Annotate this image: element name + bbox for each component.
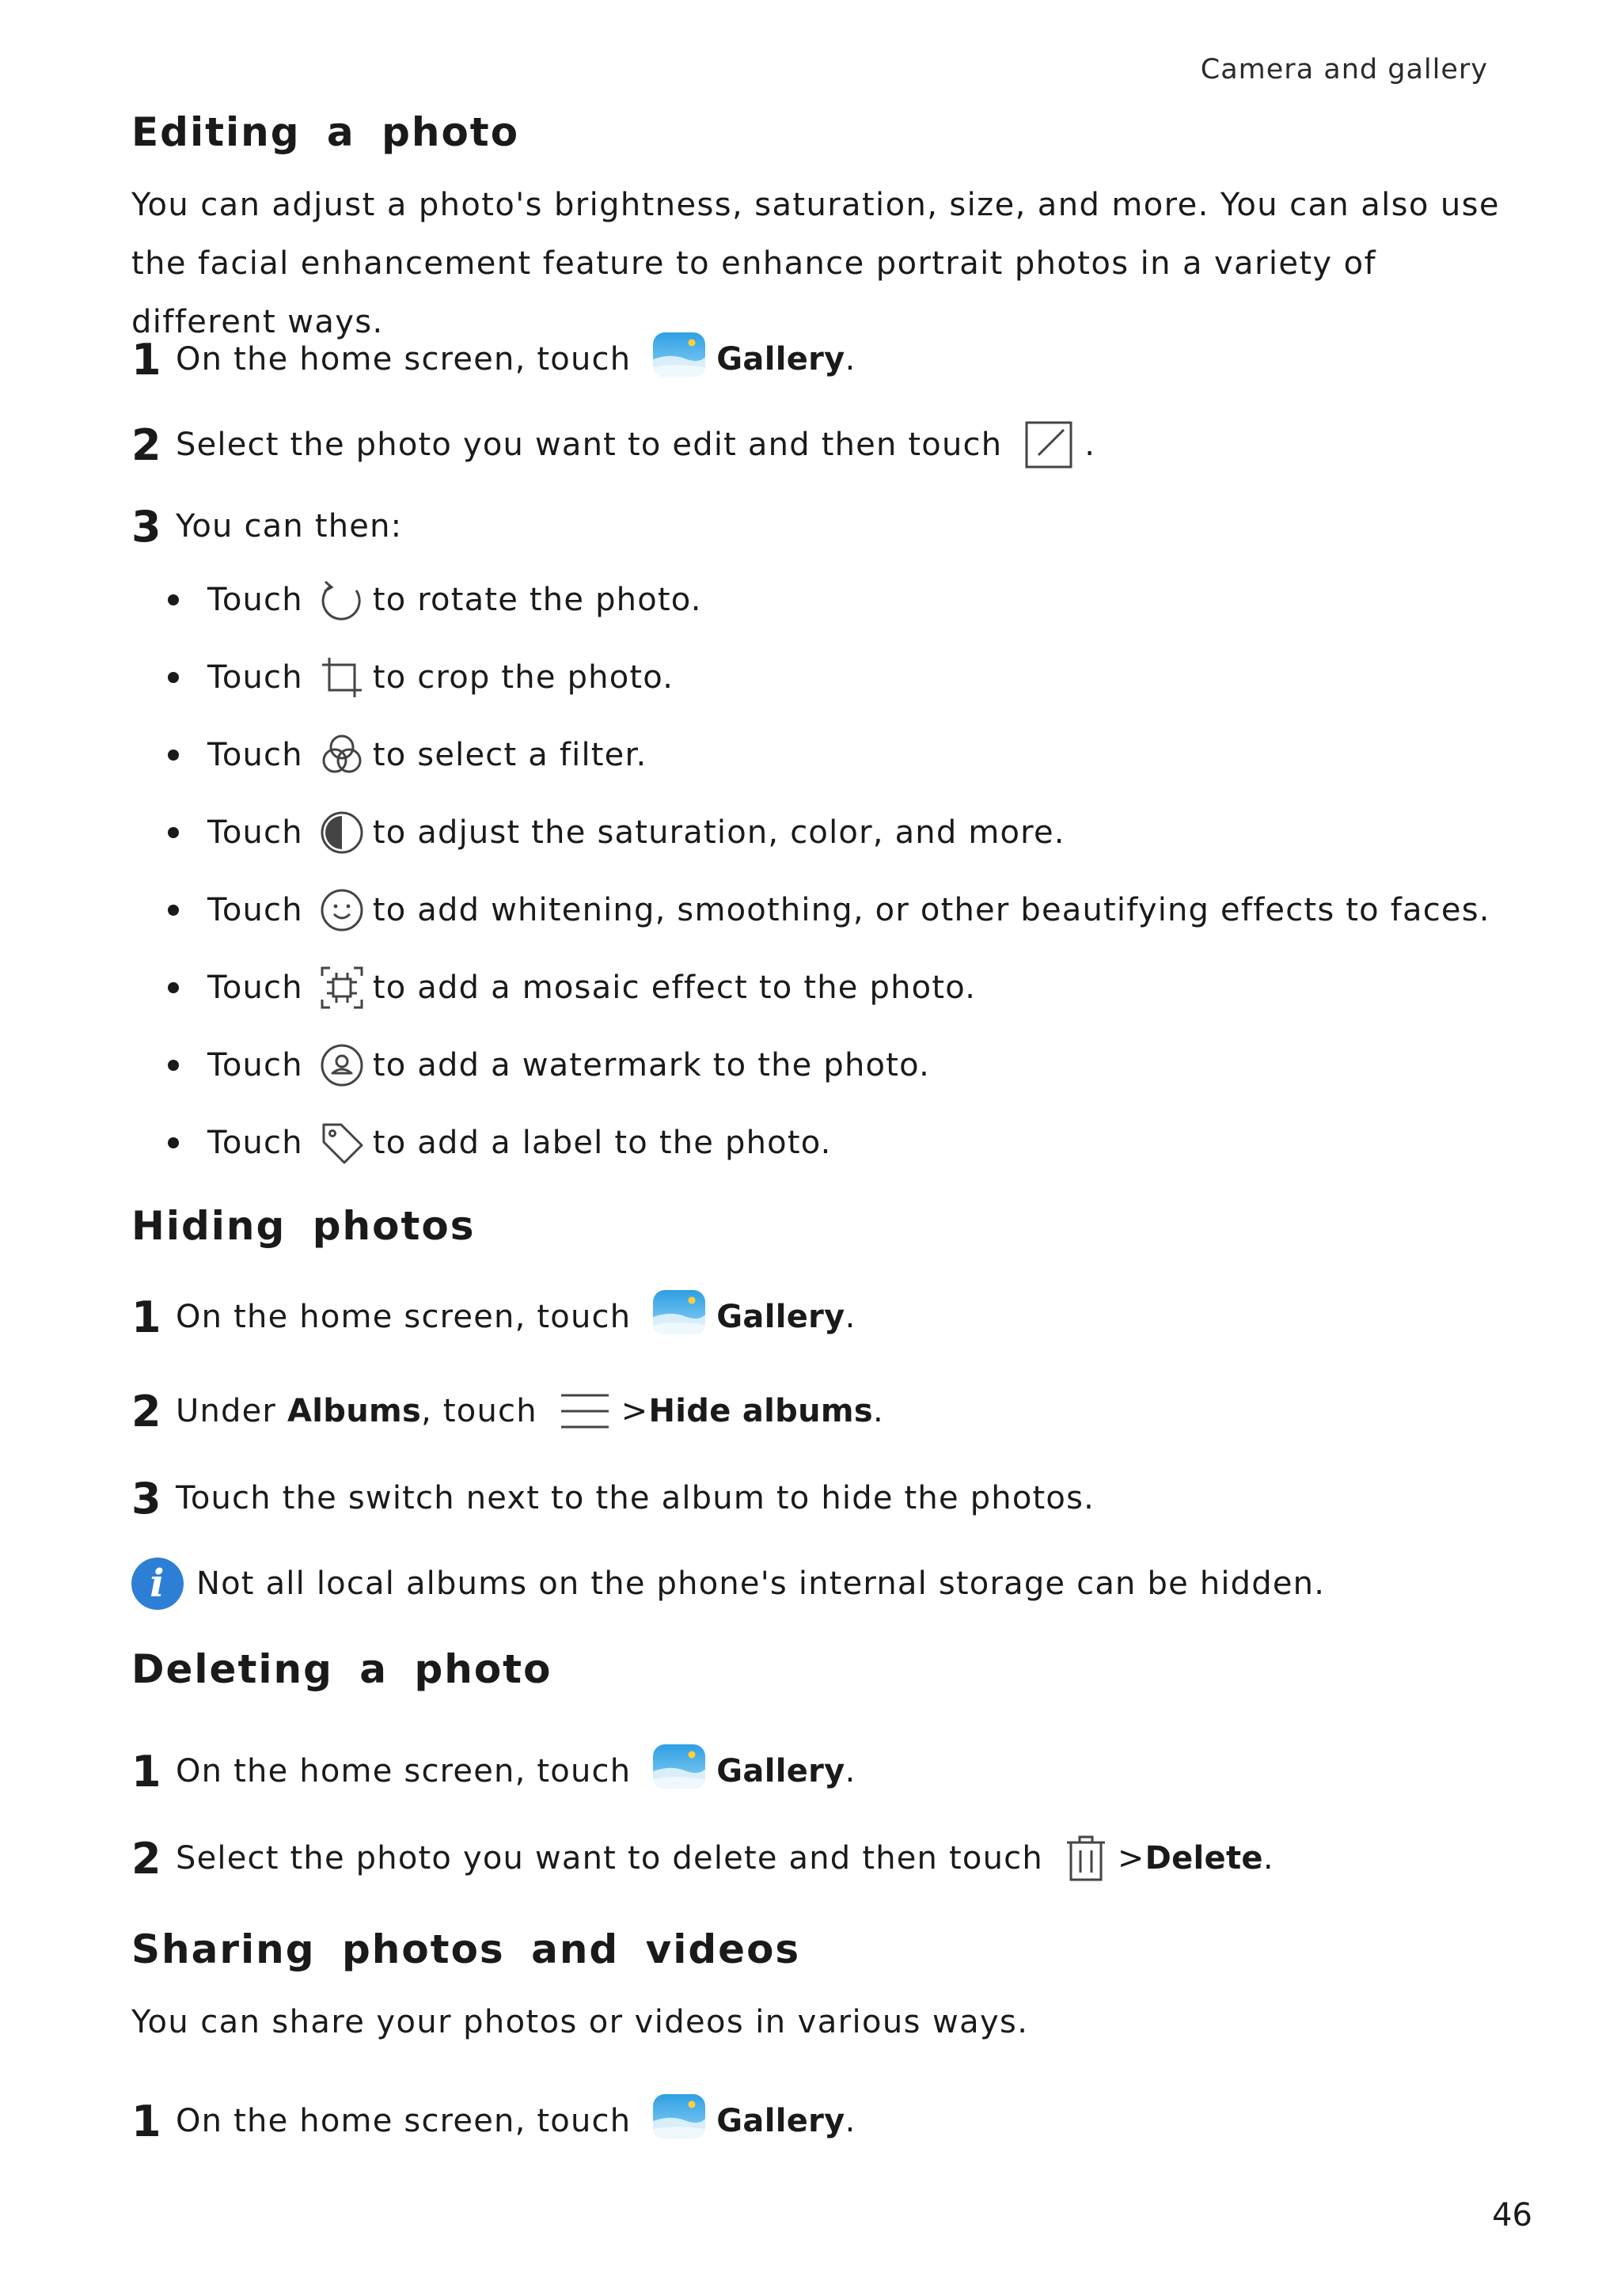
gallery-app-icon [653,332,705,377]
bullet-text: to select a filter. [372,737,647,773]
bullet-dot [168,1137,179,1148]
gallery-app-icon [653,1744,705,1789]
hiding-step-2 [131,1381,884,1441]
step-number: 3 [131,501,161,552]
watermark-icon [314,1042,370,1088]
gt-separator: > [1117,1840,1145,1877]
hiding-step-1 [131,1287,856,1347]
note-text: Not all local albums on the phone's internal storage can be hidden. [196,1565,1326,1602]
section-header: Camera and gallery [1200,54,1488,85]
bullet-dot [168,672,179,683]
period: . [845,341,856,378]
deleting-step-2 [131,1828,1274,1888]
bullet-dot [168,1060,179,1071]
rotate-icon [314,577,370,623]
bullet-text: to add whitening, smoothing, or other beautifying effects to faces. [372,892,1490,928]
editing-title: Editing a photo [131,109,520,155]
touch-word: Touch [207,659,303,696]
bullet-text: to crop the photo. [372,659,674,696]
step-text: On the home screen, touch [176,341,632,378]
step-number: 1 [131,334,161,385]
bullet-dot [168,905,179,916]
bullet-dot [168,827,179,838]
bullet-dot [168,982,179,993]
gt-separator: > [621,1393,649,1429]
bullet-label [168,1115,832,1171]
period: . [1084,427,1096,463]
step-text: Touch the switch next to the album to hide the photos. [176,1480,1095,1516]
editing-intro: You can adjust a photo's brightness, saturation, size, and more. You can also use the facial enhancement feature to enhance portrait photos in a variety of different ways. [131,187,1500,340]
step-number: 1 [131,1292,161,1342]
step-text: , touch [421,1393,537,1429]
gallery-label: Gallery [716,2103,845,2139]
touch-word: Touch [207,737,303,773]
bullet-adjust [168,805,1065,860]
editing-step-2 [131,415,1095,475]
bullet-text: to rotate the photo. [372,582,702,618]
step-text: On the home screen, touch [176,2103,632,2139]
sharing-title: Sharing photos and videos [131,1926,801,1972]
deleting-step-1 [131,1741,856,1801]
bullet-beauty [168,882,1490,938]
touch-word: Touch [207,970,303,1006]
gallery-label: Gallery [716,1753,845,1789]
touch-word: Touch [207,582,303,618]
editing-step-3 [131,496,402,556]
bullet-crop [168,650,674,705]
gallery-app-icon [653,2094,705,2139]
step-text: Select the photo you want to delete and then touch [176,1840,1043,1877]
bullet-dot [168,594,179,605]
label-icon [314,1120,370,1166]
step-number: 3 [131,1473,161,1524]
bullet-watermark [168,1038,930,1093]
page-number: 46 [1492,2197,1532,2233]
bullet-text: to add a watermark to the photo. [372,1047,930,1083]
step-text: Select the photo you want to edit and then touch [176,427,1003,463]
gallery-label: Gallery [716,341,845,378]
filter-icon [314,732,370,778]
step-text: You can then: [176,508,403,545]
editing-step-1 [131,329,856,389]
bullet-text: to adjust the saturation, color, and more. [372,814,1065,851]
step-text: On the home screen, touch [176,1753,632,1789]
touch-word: Touch [207,892,303,928]
touch-word: Touch [207,1047,303,1083]
bullet-text: to add a mosaic effect to the photo. [372,970,977,1006]
trash-icon [1065,1835,1107,1882]
step-text: On the home screen, touch [176,1299,632,1335]
crop-icon [314,655,370,700]
edit-icon [1024,420,1073,469]
info-icon: i [131,1558,184,1610]
step-number: 2 [131,1386,161,1436]
gallery-app-icon [653,1290,705,1334]
bullet-rotate [168,572,702,628]
period: . [845,1299,856,1335]
delete-label: Delete [1145,1840,1263,1877]
period: . [845,2103,856,2139]
period: . [845,1753,856,1789]
step-number: 2 [131,419,161,470]
albums-label: Albums [287,1393,422,1429]
sharing-intro: You can share your photos or videos in various ways. [131,2004,1029,2040]
bullet-mosaic [168,960,976,1015]
hiding-note [131,1555,1325,1612]
touch-word: Touch [207,814,303,851]
step-number: 2 [131,1833,161,1884]
bullet-text: to add a label to the photo. [372,1125,832,1161]
hide-albums-label: Hide albums [648,1393,873,1429]
bullet-dot [168,750,179,761]
mosaic-icon [314,965,370,1011]
hiding-title: Hiding photos [131,1203,476,1249]
bullet-filter [168,727,647,783]
step-number: 1 [131,2096,161,2146]
menu-icon [560,1391,610,1432]
step-text: Under [176,1393,277,1429]
hiding-step-3 [131,1468,1095,1528]
step-number: 1 [131,1746,161,1797]
deleting-title: Deleting a photo [131,1646,552,1692]
sharing-step-1 [131,2091,856,2151]
period: . [1262,1840,1274,1877]
adjust-icon [314,810,370,856]
period: . [872,1393,884,1429]
gallery-label: Gallery [716,1299,845,1335]
beauty-icon [314,887,370,933]
touch-word: Touch [207,1125,303,1161]
